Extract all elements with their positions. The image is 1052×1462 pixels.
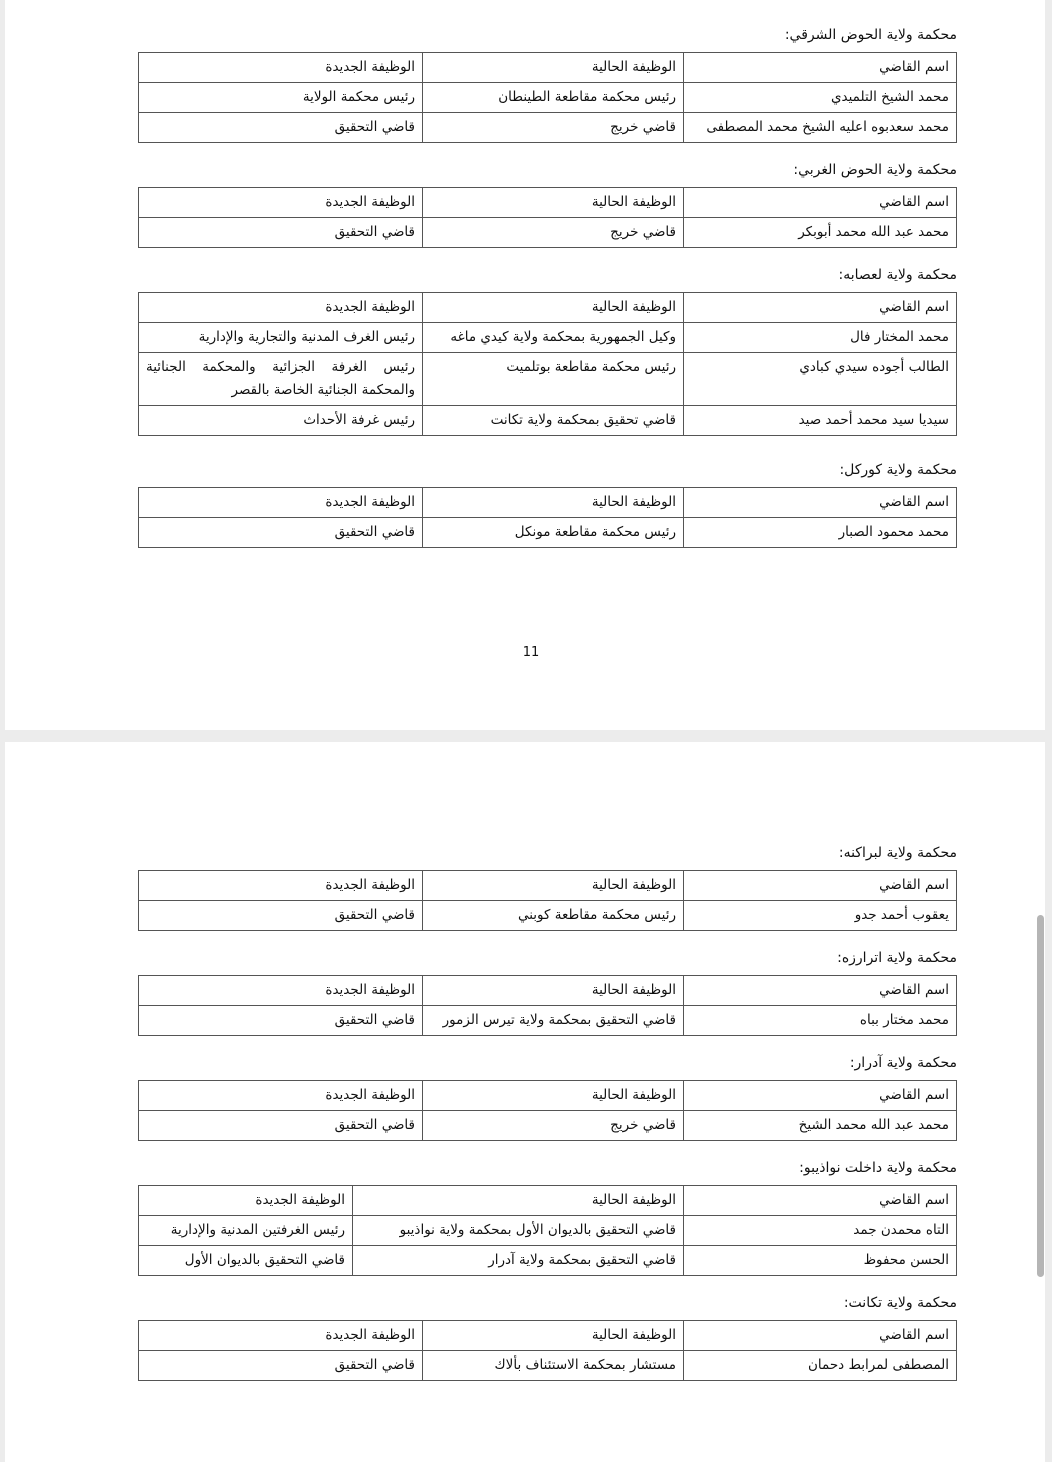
column-header: اسم القاضي: [684, 871, 957, 901]
column-header: اسم القاضي: [684, 53, 957, 83]
new-position-cell: رئيس الغرفتين المدنية والإدارية: [139, 1216, 353, 1246]
table-row: [139, 518, 957, 548]
court-section: [139, 1050, 957, 1141]
scrollbar-thumb[interactable]: [1037, 915, 1044, 1277]
court-section: [139, 945, 957, 1036]
new-position-cell: قاضي التحقيق: [139, 1006, 423, 1036]
table-row: [139, 1006, 957, 1036]
column-header: الوظيفة الجديدة: [139, 1321, 423, 1351]
column-header: الوظيفة الحالية: [423, 871, 684, 901]
new-position-cell: قاضي التحقيق: [139, 901, 423, 931]
judge-name-cell: يعقوب أحمد جدو: [684, 901, 957, 931]
column-header: اسم القاضي: [684, 1186, 957, 1216]
judge-name-cell: محمد الشيخ التلميدي: [684, 83, 957, 113]
court-section: [139, 840, 957, 931]
table-row: [139, 323, 957, 353]
column-header: الوظيفة الجديدة: [139, 293, 423, 323]
new-position-cell: رئيس غرفة الأحداث: [139, 406, 423, 436]
section-heading: محكمة ولاية لعصابه:: [838, 267, 957, 283]
new-position-cell: رئيس الغرف المدنية والتجارية والإدارية: [139, 323, 423, 353]
court-section: [139, 157, 957, 248]
page-number: 11: [522, 645, 540, 660]
column-header: الوظيفة الجديدة: [139, 871, 423, 901]
section-heading: محكمة ولاية داخلت نواذيبو:: [799, 1160, 957, 1176]
document-page-2: [5, 742, 1045, 1462]
judge-name-cell: محمد عبد الله محمد الشيخ: [684, 1111, 957, 1141]
judges-table: [138, 487, 957, 548]
judge-name-cell: التاه محمدن جمد: [684, 1216, 957, 1246]
judge-name-cell: الحسن محفوظ: [684, 1246, 957, 1276]
column-header: الوظيفة الجديدة: [139, 1186, 353, 1216]
table-header-row: [139, 188, 957, 218]
court-section: [139, 1290, 957, 1381]
judges-table: [138, 975, 957, 1036]
judge-name-cell: الطالب أجوده سيدي كبادي: [684, 353, 957, 406]
column-header: الوظيفة الحالية: [423, 976, 684, 1006]
current-position-cell: قاضي التحقيق بالديوان الأول بمحكمة ولاية نواذيبو: [353, 1216, 684, 1246]
column-header: اسم القاضي: [684, 188, 957, 218]
column-header: الوظيفة الجديدة: [139, 1081, 423, 1111]
court-section: [139, 457, 957, 548]
section-heading: محكمة ولاية الحوض الشرقي:: [784, 27, 957, 43]
current-position-cell: قاضي تحقيق بمحكمة ولاية تكانت: [423, 406, 684, 436]
table-row: [139, 353, 957, 406]
section-heading: محكمة ولاية آدرار:: [849, 1055, 957, 1071]
judges-table: [138, 870, 957, 931]
table-header-row: [139, 871, 957, 901]
current-position-cell: وكيل الجمهورية بمحكمة ولاية كيدي ماغه: [423, 323, 684, 353]
current-position-cell: رئيس محكمة مقاطعة بوتلميت: [423, 353, 684, 406]
table-header-row: [139, 53, 957, 83]
column-header: اسم القاضي: [684, 1081, 957, 1111]
table-row: [139, 406, 957, 436]
judges-table: [138, 1080, 957, 1141]
column-header: الوظيفة الجديدة: [139, 188, 423, 218]
document-page-1: [5, 0, 1045, 730]
judges-table: [138, 52, 957, 143]
judge-name-cell: محمد مختار بباه: [684, 1006, 957, 1036]
new-position-cell: قاضي التحقيق: [139, 218, 423, 248]
table-header-row: [139, 976, 957, 1006]
judges-table: [138, 187, 957, 248]
table-header-row: [139, 488, 957, 518]
current-position-cell: رئيس محكمة مقاطعة الطينطان: [423, 83, 684, 113]
column-header: الوظيفة الجديدة: [139, 53, 423, 83]
column-header: الوظيفة الجديدة: [139, 976, 423, 1006]
judge-name-cell: المصطفى لمرابط دحمان: [684, 1351, 957, 1381]
judge-name-cell: محمد المختار فال: [684, 323, 957, 353]
section-heading: محكمة ولاية كوركل:: [839, 462, 957, 478]
section-heading: محكمة ولاية تكانت:: [843, 1295, 957, 1311]
column-header: الوظيفة الجديدة: [139, 488, 423, 518]
current-position-cell: قاضي خريج: [423, 113, 684, 143]
judge-name-cell: محمد محمود الصبار: [684, 518, 957, 548]
table-row: [139, 1111, 957, 1141]
new-position-cell: قاضي التحقيق: [139, 113, 423, 143]
new-position-cell: قاضي التحقيق بالديوان الأول: [139, 1246, 353, 1276]
table-row: [139, 1216, 957, 1246]
table-row: [139, 901, 957, 931]
court-section: [139, 22, 957, 143]
section-heading: محكمة ولاية لبراكنه:: [838, 845, 957, 861]
new-position-cell: رئيس محكمة الولاية: [139, 83, 423, 113]
table-row: [139, 1246, 957, 1276]
judge-name-cell: محمد سعدبوه اعليه الشيخ محمد المصطفى: [684, 113, 957, 143]
current-position-cell: مستشار بمحكمة الاستئناف بألاك: [423, 1351, 684, 1381]
column-header: الوظيفة الحالية: [423, 293, 684, 323]
column-header: اسم القاضي: [684, 293, 957, 323]
judge-name-cell: سيديا سيد محمد أحمد صيد: [684, 406, 957, 436]
column-header: اسم القاضي: [684, 488, 957, 518]
current-position-cell: رئيس محكمة مقاطعة مونكل: [423, 518, 684, 548]
judge-name-cell: محمد عبد الله محمد أبوبكر: [684, 218, 957, 248]
table-row: [139, 218, 957, 248]
column-header: اسم القاضي: [684, 1321, 957, 1351]
table-header-row: [139, 1186, 957, 1216]
court-section: [139, 1155, 957, 1276]
judges-table: [138, 1320, 957, 1381]
column-header: الوظيفة الحالية: [423, 188, 684, 218]
new-position-cell: قاضي التحقيق: [139, 518, 423, 548]
table-row: [139, 83, 957, 113]
table-row: [139, 1351, 957, 1381]
new-position-cell: قاضي التحقيق: [139, 1351, 423, 1381]
column-header: الوظيفة الحالية: [423, 1321, 684, 1351]
section-heading: محكمة ولاية الحوض الغربي:: [793, 162, 957, 178]
new-position-cell: رئيس الغرفة الجزائية والمحكمة الجنائية والمحكمة الجنائية الخاصة بالقصر: [139, 353, 423, 406]
current-position-cell: قاضي خريج: [423, 1111, 684, 1141]
column-header: الوظيفة الحالية: [423, 1081, 684, 1111]
table-header-row: [139, 1081, 957, 1111]
table-row: [139, 113, 957, 143]
current-position-cell: رئيس محكمة مقاطعة كوبني: [423, 901, 684, 931]
judges-table: [138, 1185, 957, 1276]
column-header: اسم القاضي: [684, 976, 957, 1006]
column-header: الوظيفة الحالية: [423, 488, 684, 518]
court-section: [139, 262, 957, 436]
section-heading: محكمة ولاية اترارزه:: [837, 950, 957, 966]
column-header: الوظيفة الحالية: [423, 53, 684, 83]
table-header-row: [139, 293, 957, 323]
judges-table: [138, 292, 957, 436]
current-position-cell: قاضي خريج: [423, 218, 684, 248]
current-position-cell: قاضي التحقيق بمحكمة ولاية تيرس الزمور: [423, 1006, 684, 1036]
current-position-cell: قاضي التحقيق بمحكمة ولاية آدرار: [353, 1246, 684, 1276]
column-header: الوظيفة الحالية: [353, 1186, 684, 1216]
new-position-cell: قاضي التحقيق: [139, 1111, 423, 1141]
table-header-row: [139, 1321, 957, 1351]
